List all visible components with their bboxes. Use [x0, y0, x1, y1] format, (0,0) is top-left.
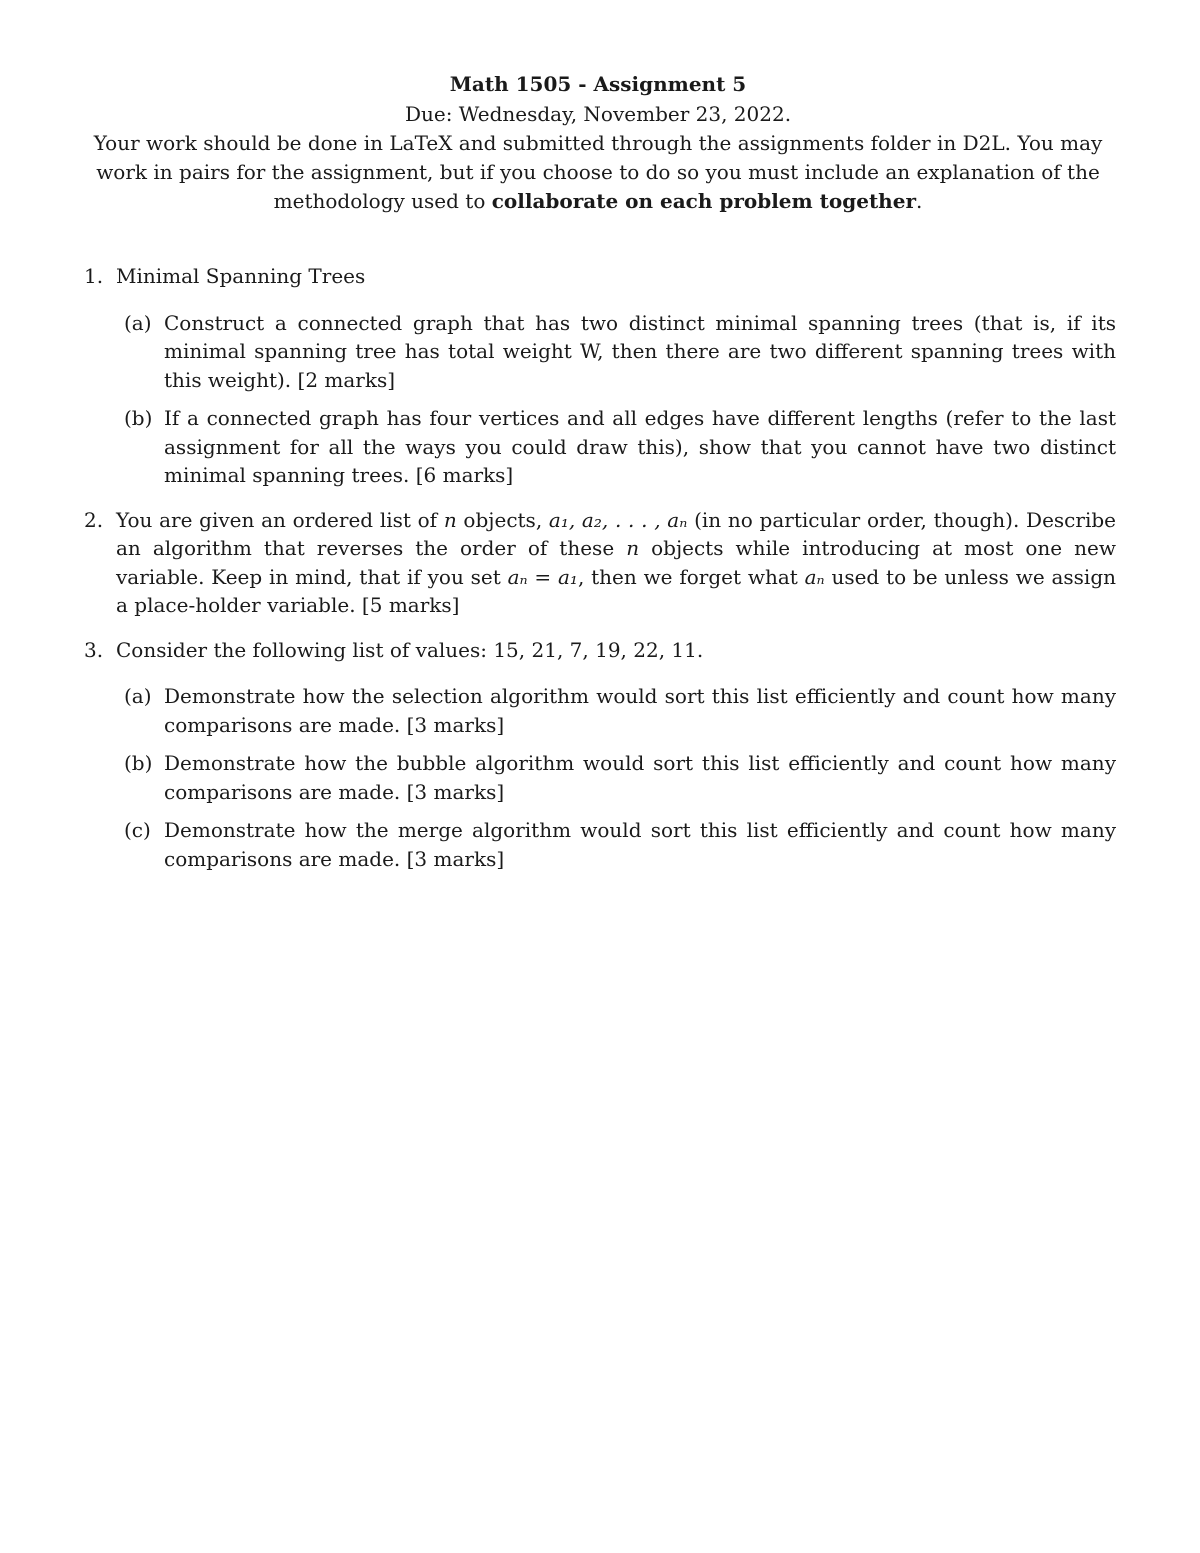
subproblem-text: Demonstrate how the bubble algorithm would sort this list efficiently and count how many comparisons are made. [3 marks] — [164, 751, 1116, 804]
subproblem-3b — [116, 749, 1116, 806]
document-header — [80, 70, 1116, 216]
due-date: Due: Wednesday, November 23, 2022. — [404, 102, 792, 126]
subproblem-label: (b) — [124, 406, 153, 430]
subproblem-list — [116, 309, 1116, 490]
document-page — [80, 70, 1116, 889]
subproblem-label: (a) — [124, 310, 152, 335]
subproblem-text: Demonstrate how the merge algorithm would sort this list efficiently and count how many comparisons are made. [3 marks] — [164, 818, 1116, 871]
intro-paragraph — [80, 129, 1116, 216]
subproblem-1b — [116, 404, 1116, 490]
subproblem-text: If a connected graph has four vertices and all edges have different lengths (refer to the last assignment for all the ways you could draw this), show that you cannot have two distinct minimal spanning trees. [6 marks] — [164, 406, 1116, 487]
subproblem-3c — [116, 816, 1116, 873]
problem-2 — [80, 506, 1116, 620]
subproblem-3a — [116, 682, 1116, 739]
problem-text: Minimal Spanning Trees — [116, 264, 366, 288]
problem-text-part: used to be unless we assign a place-holder variable. [5 marks] — [116, 564, 1117, 617]
subproblem-label: (c) — [124, 818, 151, 842]
problem-number: 1. — [84, 264, 104, 288]
math-an: aₙ — [804, 564, 825, 589]
subproblem-label: (a) — [124, 684, 152, 708]
intro-end: . — [915, 189, 923, 213]
math-n: n — [443, 507, 457, 532]
problem-text: Consider the following list of values: 15, 21, 7, 19, 22, 11. — [116, 637, 704, 662]
subproblem-list — [116, 682, 1116, 873]
problem-text-part: objects while introducing at most one new variable. Keep in mind, that if you set — [116, 536, 1116, 589]
problem-text-part: , then we forget what — [577, 564, 805, 589]
problem-number: 2. — [84, 507, 104, 532]
problem-text-part: You are given an ordered list of — [116, 507, 444, 532]
problem-list — [80, 262, 1116, 873]
problem-1 — [80, 262, 1116, 490]
problem-text-part: objects, — [456, 507, 549, 532]
subproblem-text: Demonstrate how the selection algorithm would sort this list efficiently and count how many comparisons are made. [3 marks] — [164, 684, 1116, 737]
subproblem-text: Construct a connected graph that has two distinct minimal spanning trees (that is, if its minimal spanning tree has total weight W, then there are two different spanning trees with this weight). [2 marks] — [164, 310, 1116, 392]
subproblem-label: (b) — [124, 751, 153, 775]
intro-text: Your work should be done in LaTeX and submitted through the assignments folder in D2L. You may work in pairs for the assignment, but if you choose to do so you must include an explanation of the methodology used to — [93, 131, 1103, 213]
problem-text-part: (in no particular order, though). Describe an algorithm that reverses the order of these — [116, 507, 1116, 560]
math-sequence: a₁, a₂, . . . , aₙ — [548, 507, 688, 532]
subproblem-1a — [116, 309, 1116, 395]
intro-emphasis: collaborate on each problem together — [491, 189, 916, 213]
problem-3 — [80, 636, 1116, 874]
problem-text — [116, 506, 1116, 620]
math-equation: aₙ = a₁ — [507, 564, 578, 589]
problem-number: 3. — [84, 637, 104, 662]
page-title: Math 1505 - Assignment 5 — [449, 72, 747, 96]
math-n: n — [626, 536, 640, 560]
